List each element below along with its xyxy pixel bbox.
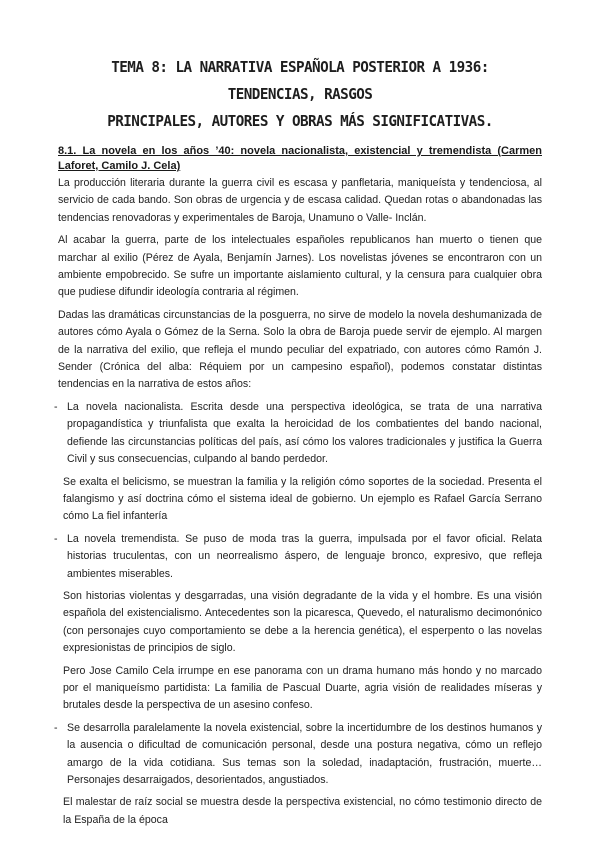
- tendencies-list-3: [54, 720, 542, 790]
- paragraph-postwar: Al acabar la guerra, parte de los intelectuales españoles republicanos han muerto o tienen que marchar al exilio (Pérez de Ayala, Benjamín Jarnes). Los novelistas jóvenes se encontraron con un ambiente empobrecido. Se sufre un importante aislamiento cultural, y la censura para cualquier obra que pudiese difundir ideología contraria al régimen.: [58, 234, 542, 299]
- bullet-dash: -: [54, 400, 58, 413]
- title-line-1: TEMA 8: LA NARRATIVA ESPAÑOLA POSTERIOR A 1936: TENDENCIAS, RASGOS: [111, 58, 489, 103]
- paragraph-intro: La producción literaria durante la guerra civil es escasa y panfletaria, maniqueísta y tendenciosa, al servicio de cada bando. Son obras de urgencia y de escasa calidad. Quedan rotas o abandonadas las tendencias renovadoras y experimentales de Baroja, Unamuno o Valle- Inclán.: [58, 177, 542, 224]
- bullet-nacionalista-text: La novela nacionalista. Escrita desde una perspectiva ideológica, se trata de una narrativa propagandística y triunfalista que exalta la heroicidad de los combatientes del bando nacional, defiende las circunstancias políticas del país, así cómo los valores tradicionales y justifica la Guerra Civil y sus consecuencias, culpando al bando perdedor.: [67, 400, 542, 466]
- existencial-follow-text: El malestar de raíz social se muestra desde la perspectiva existencial, no cómo testimonio directo de la España de la época: [63, 796, 542, 826]
- bullet-dash: -: [54, 721, 58, 734]
- tendencies-list-2: [54, 531, 542, 583]
- tremendista-follow-text-1: Son historias violentas y desgarradas, una visión degradante de la vida y el hombre. Es una visión española del existencialismo. Antecedentes son la picaresca, Quevedo, el naturalismo decimonónico (con personajes cuyo comportamiento se debe a la herencia genética), el esperpento o las novelas expresionistas de principios de siglo.: [63, 589, 542, 655]
- bullet-existencial-text: Se desarrolla paralelamente la novela existencial, sobre la incertidumbre de los destinos humanos y la ausencia o dificultad de comunicación personal, desde una postura negativa, cómo un reflejo amargo de la vida cotidiana. Sus temas son la soledad, inadaptación, frustración, muerte… Personajes desarraigados, desorientados, angustiados.: [67, 721, 542, 786]
- tremendista-follow-text-2: Pero Jose Camilo Cela irrumpe en ese panorama con un drama humano más hondo y no marcado por el maniqueísmo partidista: La familia de Pascual Duarte, agria visión de realidades míseras y brutales desde la perspectiva de un asesino confeso.: [63, 664, 542, 712]
- document-title: [77, 54, 522, 135]
- tendencies-list: [54, 399, 542, 469]
- list-item-nacionalista: [54, 399, 542, 469]
- section-heading: 8.1. La novela en los años ’40: novela nacionalista, existencial y tremendista (Carmen Laforet, Camilo J. Cela): [58, 145, 542, 172]
- bullet-dash: -: [54, 532, 58, 545]
- title-line-2: PRINCIPALES, AUTORES Y OBRAS MÁS SIGNIFICATIVAS.: [107, 112, 493, 130]
- paragraph-tendencies: Dadas las dramáticas circunstancias de la posguerra, no sirve de modelo la novela deshumanizada de autores cómo Ayala o Gómez de la Serna. Solo la obra de Baroja puede servir de ejemplo. Al margen de la narrativa del exilio, que refleja el mundo peculiar del expatriado, con autores cómo Ramón J. Sender (Crónica del alba: Réquiem por un campesino español), podemos constatar distintas tendencias en la narrativa de estos años:: [58, 308, 542, 391]
- list-item-existencial: [54, 720, 542, 790]
- list-item-tremendista: [54, 531, 542, 583]
- nacionalista-follow-text: Se exalta el belicismo, se muestran la familia y la religión cómo soportes de la sociedad. Presenta el falangismo y así doctrina cómo el sistema ideal de gobierno. Un ejemplo es Rafael García Serrano cómo La fiel infantería: [63, 475, 542, 523]
- bullet-tremendista-text: La novela tremendista. Se puso de moda tras la guerra, impulsada por el favor oficial. Relata historias truculentas, con un neorrealismo áspero, de lenguaje bronco, expresivo, que refleja ambientes miserables.: [67, 532, 542, 580]
